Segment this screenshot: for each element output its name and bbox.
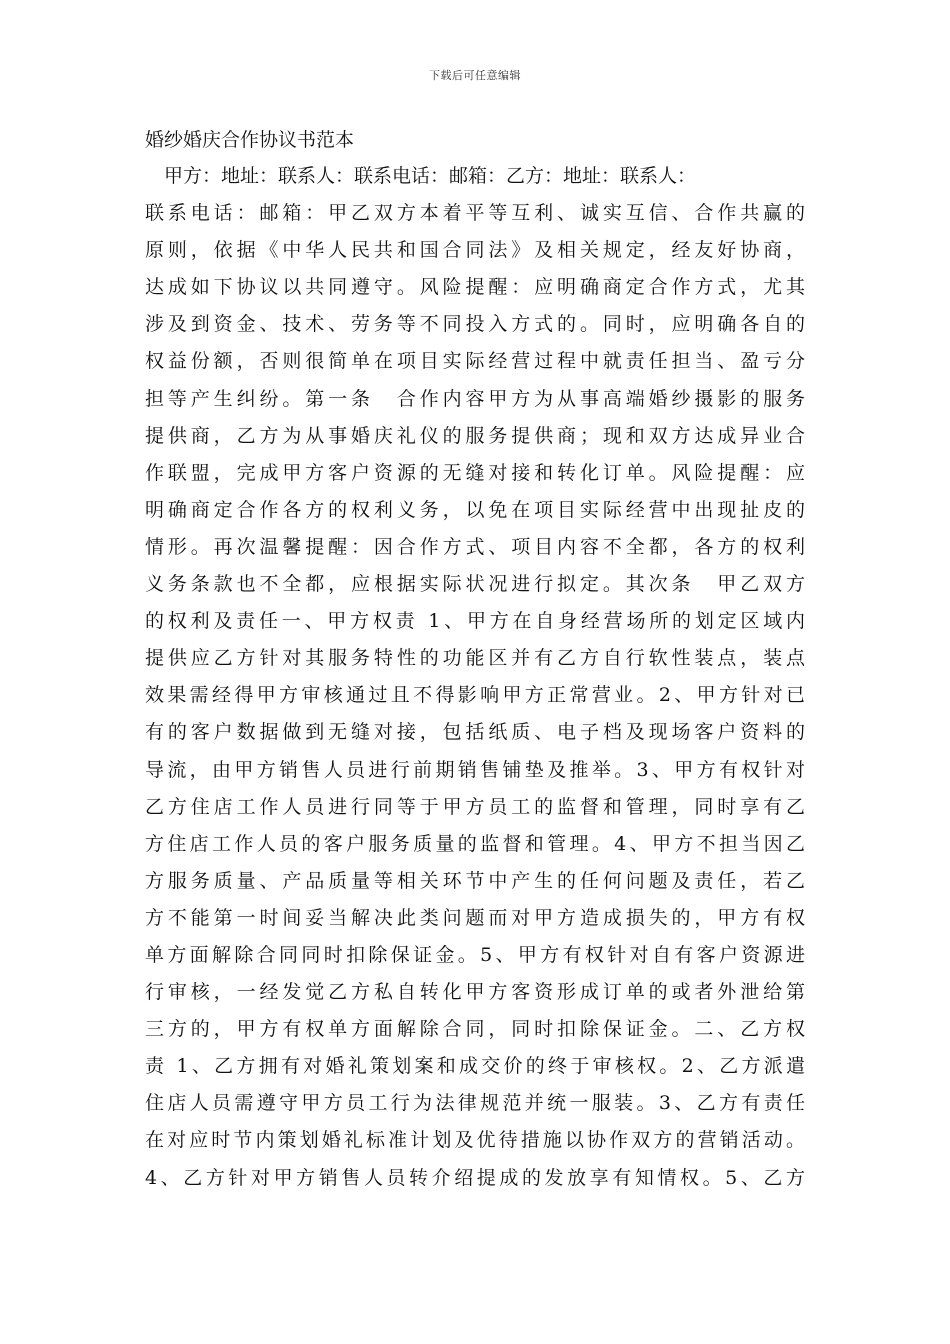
body-line: 4、乙方针对甲方销售人员转介绍提成的发放享有知情权。5、乙方 [145, 1166, 805, 1189]
body-line: 乙方住店工作人员进行同等于甲方员工的监督和管理，同时享有乙 [145, 795, 805, 818]
body-line: 效果需经得甲方审核通过且不得影响甲方正常营业。2、甲方针对已 [145, 684, 805, 707]
body-line: 单方面解除合同同时扣除保证金。5、甲方有权针对自有客户资源进 [145, 943, 805, 966]
body-line: 义务条款也不全都，应根据实际状况进行拟定。其次条 甲乙双方 [145, 573, 805, 596]
body-line: 明确商定合作各方的权利义务，以免在项目实际经营中出现扯皮的 [145, 498, 805, 521]
body-line: 在对应时节内策划婚礼标准计划及优待措施以协作双方的营销活动。 [145, 1129, 805, 1152]
body-line: 情形。再次温馨提醒：因合作方式、项目内容不全都，各方的权利 [145, 535, 805, 558]
body-line: 涉及到资金、技术、劳务等不同投入方式的。同时，应明确各自的 [145, 313, 805, 336]
document-body [145, 158, 805, 1197]
body-line: 的权利及责任一、甲方权责 1、甲方在自身经营场所的划定区域内 [145, 610, 805, 633]
body-line: 甲方：地址：联系人：联系电话：邮箱：乙方：地址：联系人： [145, 165, 697, 187]
body-line: 责 1、乙方拥有对婚礼策划案和成交价的终于审核权。2、乙方派遣 [145, 1055, 805, 1078]
body-line: 担等产生纠纷。第一条 合作内容甲方为从事高端婚纱摄影的服务 [145, 387, 805, 410]
body-line: 达成如下协议以共同遵守。风险提醒：应明确商定合作方式，尤其 [145, 276, 805, 299]
body-line: 有的客户数据做到无缝对接，包括纸质、电子档及现场客户资料的 [145, 721, 805, 744]
body-line: 行审核，一经发觉乙方私自转化甲方客资形成订单的或者外泄给第 [145, 981, 805, 1004]
body-line: 提供商，乙方为从事婚庆礼仪的服务提供商；现和双方达成异业合 [145, 424, 805, 447]
body-line: 方住店工作人员的客户服务质量的监督和管理。4、甲方不担当因乙 [145, 832, 805, 855]
body-line: 住店人员需遵守甲方员工行为法律规范并统一服装。3、乙方有责任 [145, 1092, 805, 1115]
body-line: 三方的，甲方有权单方面解除合同，同时扣除保证金。二、乙方权 [145, 1018, 805, 1041]
body-line: 权益份额，否则很简单在项目实际经营过程中就责任担当、盈亏分 [145, 350, 805, 373]
body-line: 提供应乙方针对其服务特性的功能区并有乙方自行软性装点，装点 [145, 647, 805, 670]
body-line: 导流，由甲方销售人员进行前期销售铺垫及推举。3、甲方有权针对 [145, 758, 805, 781]
body-line: 方不能第一时间妥当解决此类问题而对甲方造成损失的，甲方有权 [145, 906, 805, 929]
body-line: 联系电话：邮箱：甲乙双方本着平等互利、诚实互信、合作共赢的 [145, 202, 805, 225]
body-line: 方服务质量、产品质量等相关环节中产生的任何问题及责任，若乙 [145, 869, 805, 892]
document-title: 婚纱婚庆合作协议书范本 [145, 129, 355, 151]
page-header: 下载后可任意编辑 [429, 69, 521, 82]
body-line: 原则，依据《中华人民共和国合同法》及相关规定，经友好协商， [145, 239, 805, 262]
body-line: 作联盟，完成甲方客户资源的无缝对接和转化订单。风险提醒：应 [145, 461, 805, 484]
